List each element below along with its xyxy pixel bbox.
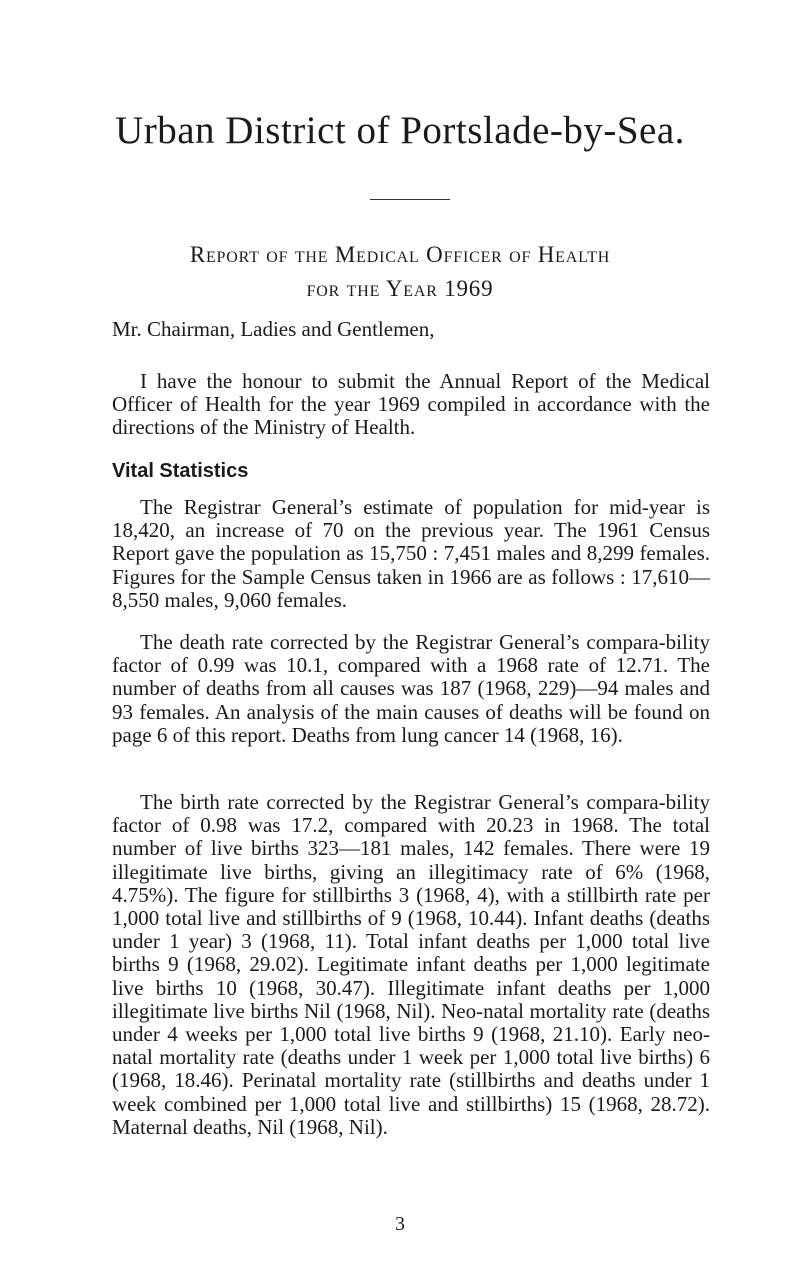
report-heading-line-1: Report of the Medical Officer of Health (189, 242, 611, 267)
births-paragraph: The birth rate corrected by the Registrar General’s compara-bility factor of 0.98 was 17.2, compared with 20.23 in 1968. The total number of live births 323—181 males, 142 females. There were 19 illegitimate live births, giving an illegitimacy rate of 6% (1968, 4.75%). The figure for stillbirths 3 (1968, 4), with a stillbirth rate per 1,000 total live and stillbirths of 9 (1968, 10.44). Infant deaths (deaths under 1 year) 3 (1968, 11). Total infant deaths per 1,000 total live births 9 (1968, 29.02). Legitimate infant deaths per 1,000 legitimate live births 10 (1968, 30.47). Illegitimate infant deaths per 1,000 illegitimate live births Nil (1968, Nil). Neo-natal mortality rate (deaths under 4 weeks per 1,000 total live births 9 (1968, 21.10). Early neo-natal mortality rate (deaths under 1 week per 1,000 total live births) 6 (1968, 18.46). Perinatal mortality rate (stillbirths and deaths under 1 week combined per 1,000 total live and stillbirths) 15 (1968, 28.72). Maternal deaths, Nil (1968, Nil). (112, 790, 710, 1139)
report-heading-line-2: for the Year 1969 (306, 276, 494, 301)
deaths-paragraph: The death rate corrected by the Registrar General’s compara-bility factor of 0.99 was 10.1, compared with a 1968 rate of 12.71. The number of deaths from all causes was 187 (1968, 229)—94 males and 93 females. An analysis of the main causes of deaths will be found on page 6 of this report. Deaths from lung cancer 14 (1968, 16). (112, 630, 710, 747)
section-heading-vital-statistics: Vital Statistics (112, 460, 249, 482)
intro-paragraph: I have the honour to submit the Annual Report of the Medical Officer of Health for the year 1969 compiled in accordance with the directions of the Ministry of Health. (112, 369, 710, 440)
population-paragraph: The Registrar General’s estimate of population for mid-year is 18,420, an increase of 70 on the previous year. The 1961 Census Report gave the population as 15,750 : 7,451 males and 8,299 females. Figures for the Sample Census taken in 1966 are as follows : 17,610—8,550 males, 9,060 females. (112, 495, 710, 612)
title-divider (370, 199, 450, 200)
document-title: Urban District of Portslade-by-Sea. (115, 109, 685, 152)
salutation: Mr. Chairman, Ladies and Gentlemen, (112, 317, 435, 341)
report-heading (0, 238, 800, 306)
page-number: 3 (395, 1213, 405, 1235)
